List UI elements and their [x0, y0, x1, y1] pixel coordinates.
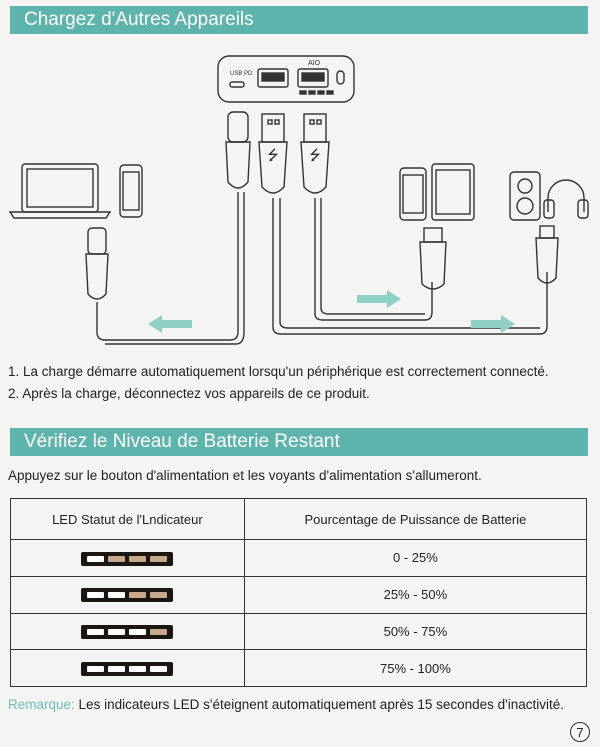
percentage-cell: 0 - 25%	[244, 540, 586, 577]
section-header-battery	[10, 428, 588, 456]
power-bank-icon	[218, 56, 354, 102]
note-label: Remarque:	[8, 697, 75, 712]
usb-a-connector-icon	[259, 114, 287, 193]
column-header: Pourcentage de Puissance de Batterie	[244, 499, 586, 540]
led-cell	[11, 540, 245, 577]
power-bank-port-label: USB PD	[230, 71, 253, 77]
led-segment	[108, 666, 125, 672]
section-header-charge	[10, 6, 588, 34]
led-segment	[87, 556, 104, 562]
led-indicator-icon	[81, 662, 173, 676]
instruction-step: 2. Après la charge, déconnectez vos appareils de ce produit.	[8, 386, 370, 401]
led-cell	[11, 613, 245, 650]
led-segment	[129, 556, 146, 562]
led-status-table	[10, 498, 587, 687]
power-bank-brand: AIO	[308, 60, 321, 67]
page-number: 7	[570, 722, 590, 742]
instruction-step: 1. La charge démarre automatiquement lorsqu'un périphérique est correctement connecté.	[8, 364, 549, 379]
led-indicator-icon	[81, 625, 173, 639]
led-cell	[11, 576, 245, 613]
usb-a-connector-icon	[301, 114, 329, 193]
phone-icon	[400, 168, 426, 220]
connection-diagram	[0, 52, 600, 352]
led-indicator-icon	[81, 588, 173, 602]
led-segment	[129, 592, 146, 598]
column-header: LED Statut de l'Lndicateur	[11, 499, 245, 540]
laptop-icon	[10, 164, 110, 218]
intro-text: Appuyez sur le bouton d'alimentation et les voyants d'alimentation s'allumeront.	[8, 468, 482, 483]
phone-icon	[120, 165, 142, 217]
arrow-right-icon	[357, 290, 401, 308]
led-segment	[129, 666, 146, 672]
led-indicator-icon	[81, 552, 173, 566]
arrow-right-icon	[471, 315, 515, 333]
headphones-icon	[544, 180, 588, 218]
led-segment	[108, 592, 125, 598]
led-segment	[87, 666, 104, 672]
led-segment	[87, 592, 104, 598]
lightning-connector-icon	[420, 228, 446, 289]
percentage-cell: 25% - 50%	[244, 576, 586, 613]
table-row	[11, 650, 587, 687]
led-segment	[87, 629, 104, 635]
section-title: Chargez d'Autres Appareils	[24, 9, 254, 30]
percentage-cell: 75% - 100%	[244, 650, 586, 687]
led-segment	[150, 629, 167, 635]
led-segment	[150, 592, 167, 598]
table-row	[11, 576, 587, 613]
table-row	[11, 613, 587, 650]
usb-c-connector-icon	[226, 112, 250, 188]
note-text: Les indicateurs LED s'éteignent automatiquement après 15 secondes d'inactivité.	[74, 697, 564, 712]
led-segment	[129, 629, 146, 635]
svg-text:⭍: ⭍	[267, 147, 279, 163]
led-segment	[150, 666, 167, 672]
tablet-icon	[432, 164, 474, 220]
led-segment	[150, 556, 167, 562]
arrow-left-icon	[148, 315, 192, 333]
led-segment	[108, 556, 125, 562]
table-row	[11, 540, 587, 577]
speaker-icon	[510, 172, 540, 220]
percentage-cell: 50% - 75%	[244, 613, 586, 650]
instruction-list	[8, 361, 598, 405]
section-title: Vérifiez le Niveau de Batterie Restant	[24, 431, 340, 452]
led-segment	[108, 629, 125, 635]
note	[8, 697, 564, 712]
table-header-row	[11, 499, 587, 540]
usb-c-connector-icon	[86, 228, 108, 299]
led-cell	[11, 650, 245, 687]
svg-text:⭍: ⭍	[309, 147, 321, 163]
